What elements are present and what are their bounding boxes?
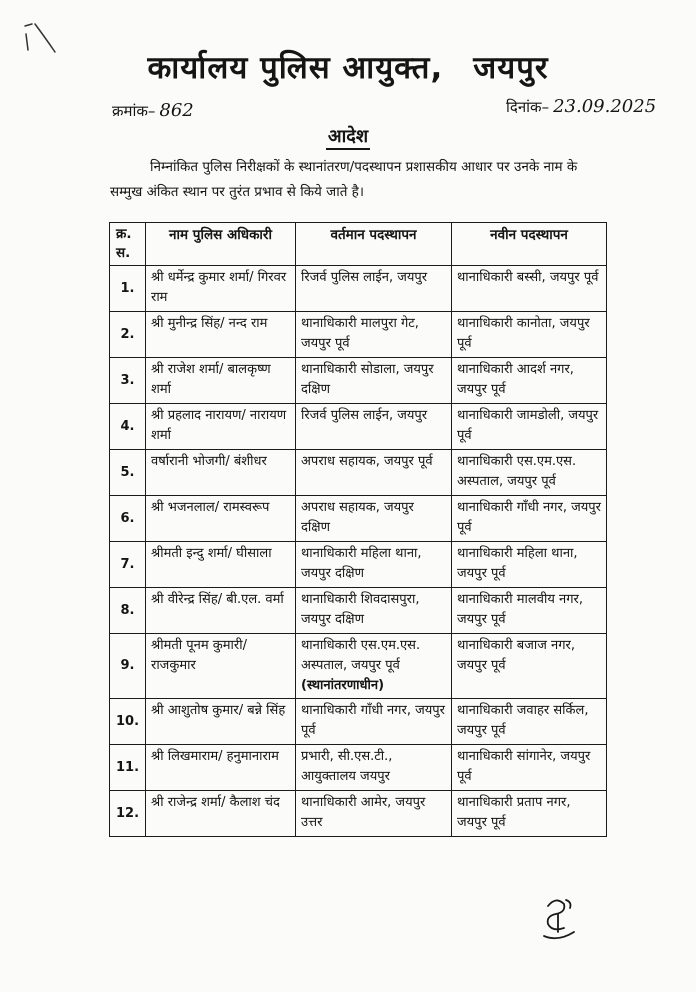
- cell-new-posting: थानाधिकारी जवाहर सर्किल, जयपुर पूर्व: [452, 699, 607, 745]
- cell-new-posting: थानाधिकारी जामडोली, जयपुर पूर्व: [452, 404, 607, 450]
- table-header-row: [110, 223, 607, 266]
- table-row: [110, 542, 607, 588]
- current-posting-text: प्रभारी, सी.एस.टी., आयुक्तालय जयपुर: [301, 749, 393, 784]
- cell-officer-name: वर्षारानी भोजगी/ बंशीधर: [146, 450, 296, 496]
- cell-current-posting: [296, 542, 452, 588]
- current-posting-text: थानाधिकारी गाँधी नगर, जयपुर पूर्व: [301, 703, 445, 738]
- cell-officer-name: श्री आशुतोष कुमार/ बन्ने सिंह: [146, 699, 296, 745]
- transfer-table: [109, 222, 607, 837]
- ref-number: 862: [159, 100, 194, 121]
- cell-serial: 2.: [110, 312, 146, 358]
- current-posting-text: थानाधिकारी एस.एम.एस. अस्पताल, जयपुर पूर्व: [301, 638, 421, 673]
- cell-officer-name: श्री प्रहलाद नारायण/ नारायण शर्मा: [146, 404, 296, 450]
- cell-current-posting: [296, 312, 452, 358]
- ref-label: क्रमांक–: [112, 102, 156, 120]
- cell-serial: 6.: [110, 496, 146, 542]
- cell-serial: 12.: [110, 791, 146, 837]
- date-value: 23.09.2025: [553, 96, 657, 117]
- cell-new-posting: थानाधिकारी गाँधी नगर, जयपुर पूर्व: [452, 496, 607, 542]
- cell-serial: 10.: [110, 699, 146, 745]
- table-row: [110, 358, 607, 404]
- current-posting-text: अपराध सहायक, जयपुर दक्षिण: [301, 500, 414, 535]
- cell-new-posting: थानाधिकारी एस.एम.एस. अस्पताल, जयपुर पूर्व: [452, 450, 607, 496]
- cell-current-posting: [296, 791, 452, 837]
- current-posting-text: थानाधिकारी सोडाला, जयपुर दक्षिण: [301, 362, 434, 397]
- cell-officer-name: श्री राजेन्द्र शर्मा/ कैलाश चंद: [146, 791, 296, 837]
- table-row: [110, 588, 607, 634]
- cell-current-posting: [296, 450, 452, 496]
- transfer-pending-note: (स्थानांतरणाधीन): [301, 678, 385, 693]
- table-row: [110, 634, 607, 699]
- cell-officer-name: श्री लिखमाराम/ हनुमानाराम: [146, 745, 296, 791]
- cell-officer-name: श्री धर्मेन्द्र कुमार शर्मा/ गिरवर राम: [146, 266, 296, 312]
- table-row: [110, 791, 607, 837]
- office-title-main: कार्यालय पुलिस आयुक्त,: [147, 50, 444, 86]
- header-new-posting: नवीन पदस्थापन: [452, 223, 607, 266]
- cell-serial: 8.: [110, 588, 146, 634]
- cell-new-posting: थानाधिकारी बजाज नगर, जयपुर पूर्व: [452, 634, 607, 699]
- cell-new-posting: थानाधिकारी कानोता, जयपुर पूर्व: [452, 312, 607, 358]
- table-row: [110, 699, 607, 745]
- cell-current-posting: [296, 266, 452, 312]
- cell-officer-name: श्रीमती इन्दु शर्मा/ घीसाला: [146, 542, 296, 588]
- current-posting-text: थानाधिकारी आमेर, जयपुर उत्तर: [301, 795, 426, 830]
- cell-new-posting: थानाधिकारी प्रताप नगर, जयपुर पूर्व: [452, 791, 607, 837]
- cell-new-posting: थानाधिकारी सांगानेर, जयपुर पूर्व: [452, 745, 607, 791]
- cell-officer-name: श्री वीरेन्द्र सिंह/ बी.एल. वर्मा: [146, 588, 296, 634]
- current-posting-text: अपराध सहायक, जयपुर पूर्व: [301, 454, 433, 469]
- cell-current-posting: [296, 358, 452, 404]
- cell-serial: 9.: [110, 634, 146, 699]
- current-posting-text: थानाधिकारी महिला थाना, जयपुर दक्षिण: [301, 546, 422, 581]
- header-serial: क्र. स.: [110, 223, 146, 266]
- current-posting-text: रिजर्व पुलिस लाईन, जयपुर: [301, 270, 428, 285]
- cell-new-posting: थानाधिकारी मालवीय नगर, जयपुर पूर्व: [452, 588, 607, 634]
- header-current-posting: वर्तमान पदस्थापन: [296, 223, 452, 266]
- cell-serial: 4.: [110, 404, 146, 450]
- order-heading: [0, 124, 696, 148]
- date-label: दिनांक–: [506, 98, 550, 116]
- cell-officer-name: श्री मुनीन्द्र सिंह/ नन्द राम: [146, 312, 296, 358]
- table-row: [110, 404, 607, 450]
- cell-current-posting: [296, 745, 452, 791]
- cell-serial: 7.: [110, 542, 146, 588]
- office-title-city: जयपुर: [473, 50, 549, 86]
- cell-new-posting: थानाधिकारी बस्सी, जयपुर पूर्व: [452, 266, 607, 312]
- table-row: [110, 266, 607, 312]
- cell-current-posting: [296, 634, 452, 699]
- table-row: [110, 496, 607, 542]
- cell-current-posting: [296, 496, 452, 542]
- current-posting-text: थानाधिकारी शिवदासपुरा, जयपुर दक्षिण: [301, 592, 420, 627]
- signature-icon: [536, 892, 582, 946]
- cell-serial: 5.: [110, 450, 146, 496]
- current-posting-text: थानाधिकारी मालपुरा गेट, जयपुर पूर्व: [301, 316, 419, 351]
- intro-paragraph: निम्नांकित पुलिस निरीक्षकों के स्थानांतरण/पदस्थापन प्रशासकीय आधार पर उनके नाम के सम्मुख अंकित स्थान पर तुरंत प्रभाव से किये जाते है।: [110, 159, 578, 200]
- cell-serial: 11.: [110, 745, 146, 791]
- cell-serial: 1.: [110, 266, 146, 312]
- cell-new-posting: थानाधिकारी महिला थाना, जयपुर पूर्व: [452, 542, 607, 588]
- order-reference: [112, 100, 194, 121]
- cell-officer-name: श्री राजेश शर्मा/ बालकृष्ण शर्मा: [146, 358, 296, 404]
- order-date: [506, 96, 656, 117]
- order-heading-text: आदेश: [326, 126, 370, 150]
- cell-officer-name: श्रीमती पूनम कुमारी/ राजकुमार: [146, 634, 296, 699]
- table-row: [110, 450, 607, 496]
- header-officer-name: नाम पुलिस अधिकारी: [146, 223, 296, 266]
- cell-current-posting: [296, 404, 452, 450]
- cell-serial: 3.: [110, 358, 146, 404]
- cell-new-posting: थानाधिकारी आदर्श नगर, जयपुर पूर्व: [452, 358, 607, 404]
- cell-current-posting: [296, 699, 452, 745]
- table-row: [110, 745, 607, 791]
- office-title: [0, 46, 696, 88]
- cell-current-posting: [296, 588, 452, 634]
- cell-officer-name: श्री भजनलाल/ रामस्वरूप: [146, 496, 296, 542]
- current-posting-text: रिजर्व पुलिस लाईन, जयपुर: [301, 408, 428, 423]
- table-row: [110, 312, 607, 358]
